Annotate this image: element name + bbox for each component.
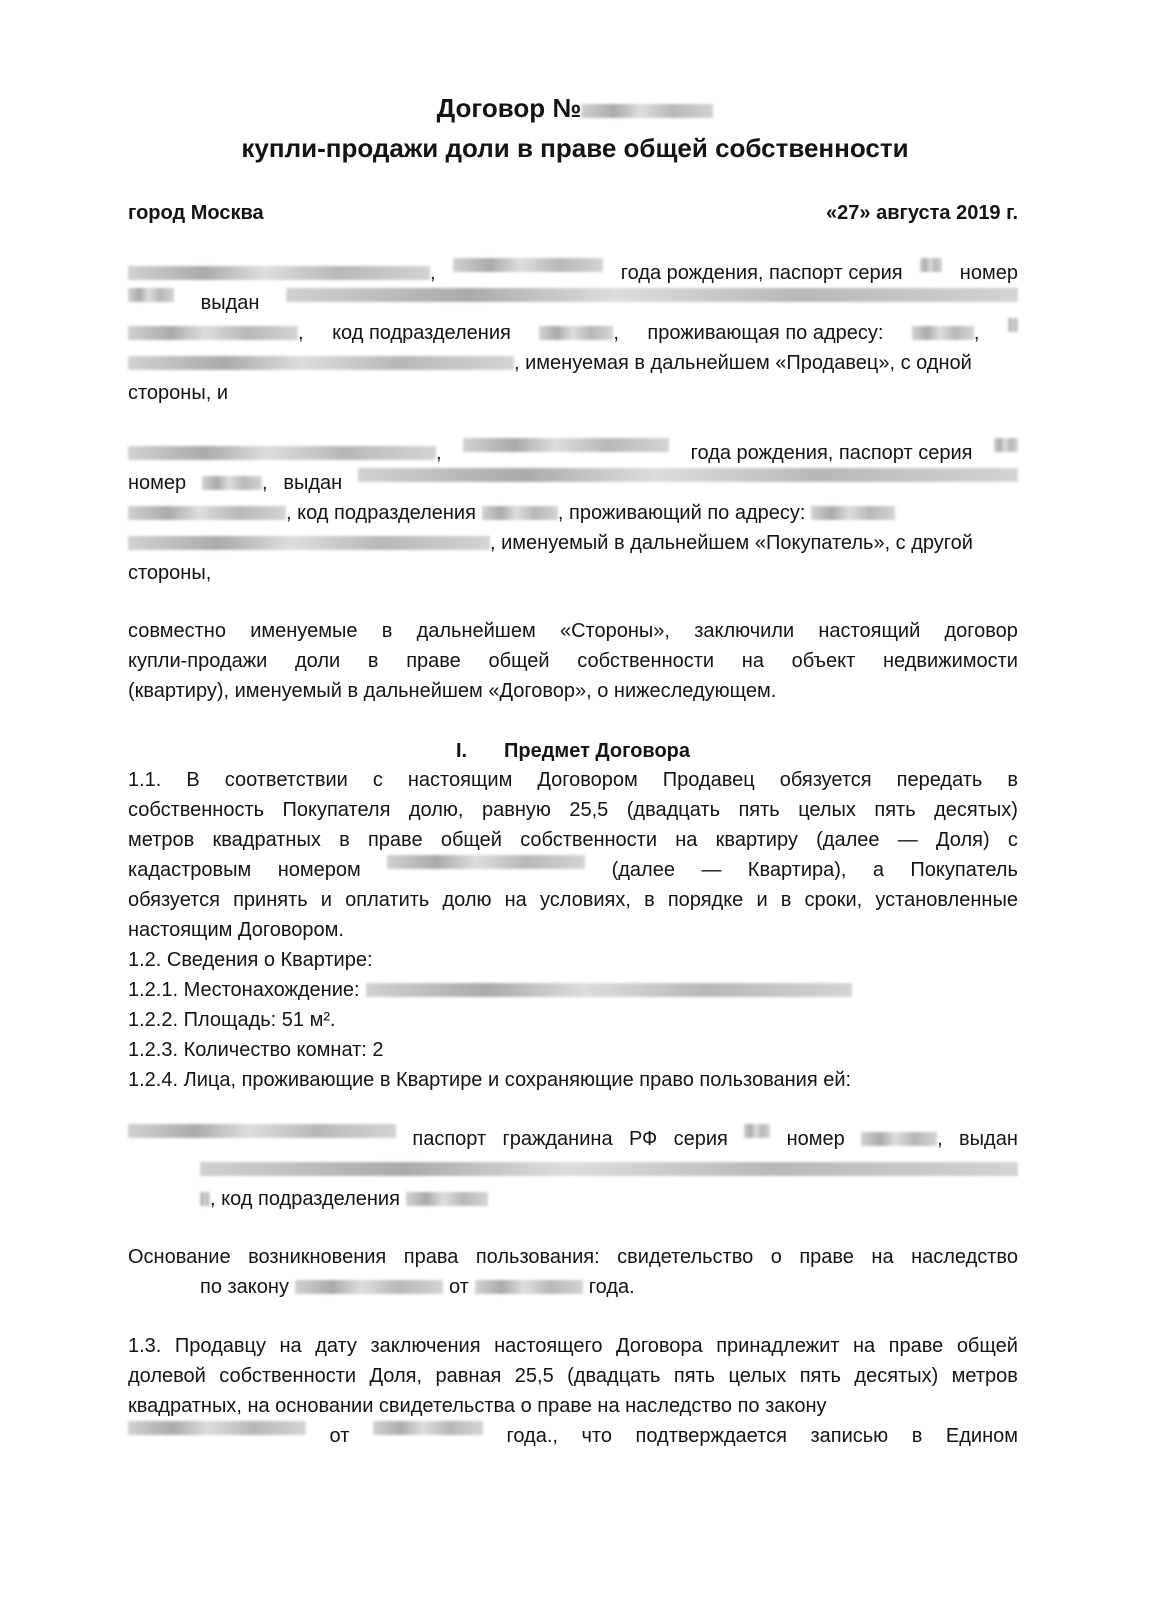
text-fragment: года. bbox=[588, 1276, 635, 1298]
seller-line-3: , код подразделения , проживающая по адресу: , bbox=[128, 318, 1018, 348]
word: настоящий bbox=[818, 620, 921, 642]
seller-issued-text: выдан bbox=[200, 292, 260, 314]
word: оплатить bbox=[345, 889, 430, 911]
redacted-certificate-number bbox=[295, 1280, 443, 1294]
redacted-cadastral-number bbox=[387, 855, 585, 869]
contract-date: «27» августа 2019 г. bbox=[826, 202, 1018, 224]
word: — bbox=[897, 829, 918, 851]
word: соответствии bbox=[224, 769, 348, 791]
word: метров bbox=[951, 1365, 1018, 1387]
redacted-certificate-date bbox=[373, 1421, 483, 1435]
redacted-name bbox=[128, 266, 430, 280]
seller-line-2 bbox=[128, 288, 1018, 318]
word: Едином bbox=[945, 1425, 1018, 1447]
word: обязуется bbox=[779, 769, 872, 791]
word: гражданина bbox=[502, 1128, 613, 1150]
word: собственность bbox=[128, 799, 265, 821]
word: праве bbox=[888, 1335, 944, 1357]
word: — bbox=[701, 859, 722, 881]
word: 25,5 bbox=[514, 1365, 554, 1387]
clause-1-1-line-2 bbox=[128, 795, 1018, 825]
seller-dept-text: код подразделения bbox=[332, 322, 511, 344]
word: праве bbox=[406, 650, 461, 672]
clause-1-2-2: 1.2.2. Площадь: 51 м². bbox=[128, 1009, 336, 1031]
word: на bbox=[504, 889, 527, 911]
word: от bbox=[329, 1425, 350, 1447]
basis-line-2 bbox=[200, 1272, 1018, 1302]
redacted-passport-series bbox=[920, 258, 942, 272]
word: Продавец bbox=[662, 769, 755, 791]
resident-line-1: паспорт гражданина РФ серия номер , выдан bbox=[128, 1124, 1018, 1154]
buyer-issued-text: выдан bbox=[283, 472, 343, 494]
redacted-name bbox=[128, 446, 436, 460]
resident-line-2 bbox=[200, 1154, 1018, 1184]
word: в bbox=[644, 889, 655, 911]
word: пять bbox=[738, 799, 780, 821]
clause-1-1-line-6: настоящим Договором. bbox=[128, 919, 344, 941]
word: квадратных bbox=[212, 829, 321, 851]
word: праве bbox=[799, 1246, 854, 1268]
word: дату bbox=[315, 1335, 357, 1357]
redacted-issuer bbox=[358, 468, 1018, 482]
clause-1-1-line-5 bbox=[128, 885, 1018, 915]
word: Доля) bbox=[935, 829, 990, 851]
word: свидетельство bbox=[617, 1246, 754, 1268]
word: общей bbox=[440, 829, 502, 851]
word: целых bbox=[798, 799, 856, 821]
contract-title bbox=[0, 92, 1150, 124]
word: пользования: bbox=[475, 1246, 600, 1268]
word: общей bbox=[956, 1335, 1018, 1357]
word: доли bbox=[294, 650, 341, 672]
word: на bbox=[675, 829, 698, 851]
word: пять bbox=[874, 799, 916, 821]
clause-1-1-line-4 bbox=[128, 855, 1018, 885]
word: Основание bbox=[128, 1246, 231, 1268]
buyer-line-3: , код подразделения , проживающий по адресу: bbox=[128, 498, 1018, 528]
word: РФ bbox=[628, 1128, 658, 1150]
buyer-number-text: номер bbox=[128, 472, 187, 494]
word: на bbox=[741, 650, 764, 672]
clause-1-2-3: 1.2.3. Количество комнат: 2 bbox=[128, 1039, 384, 1061]
word: пять bbox=[799, 1365, 841, 1387]
word: Договором bbox=[537, 769, 638, 791]
word: объект bbox=[791, 650, 856, 672]
word: 1.3. bbox=[128, 1335, 162, 1357]
word: в bbox=[339, 829, 350, 851]
buyer-line-5: стороны, bbox=[128, 562, 212, 584]
city: город Москва bbox=[128, 202, 264, 224]
word: года., bbox=[506, 1425, 558, 1447]
section-title: Предмет Договора bbox=[504, 740, 690, 762]
word: договор bbox=[944, 620, 1018, 642]
word: (двадцать bbox=[626, 799, 720, 821]
word: обязуется bbox=[128, 889, 220, 911]
word: Квартира), bbox=[747, 859, 847, 881]
seller-birth-text: года рождения, паспорт серия bbox=[620, 262, 903, 284]
word: условиях, bbox=[539, 889, 631, 911]
word: целых bbox=[728, 1365, 787, 1387]
parties-line-2 bbox=[128, 646, 1018, 676]
word: в bbox=[381, 620, 393, 642]
clause-1-2: 1.2. Сведения о Квартире: bbox=[128, 949, 373, 971]
seller-line-1: , года рождения, паспорт серия номер bbox=[128, 258, 1018, 288]
clause-1-3-line-3: квадратных, на основании свидетельства о праве на наследство по закону bbox=[128, 1395, 827, 1417]
buyer-residing-text: проживающий по адресу: bbox=[569, 502, 806, 524]
word: именуемые bbox=[250, 620, 358, 642]
word: купли-продажи bbox=[128, 650, 268, 672]
word: с bbox=[1007, 829, 1018, 851]
redacted-passport-number bbox=[861, 1132, 937, 1146]
word: Покупателя bbox=[282, 799, 391, 821]
redacted-passport-series bbox=[744, 1124, 770, 1138]
word: на bbox=[279, 1335, 302, 1357]
word: долю bbox=[442, 889, 492, 911]
word: недвижимости bbox=[883, 650, 1018, 672]
redacted-certificate-number bbox=[128, 1421, 306, 1435]
word: Доля, bbox=[369, 1365, 423, 1387]
buyer-named-text: именуемый в дальнейшем «Покупатель», с другой bbox=[501, 532, 973, 554]
word: принять bbox=[233, 889, 308, 911]
word: Продавцу bbox=[174, 1335, 266, 1357]
redacted-birthdate bbox=[463, 438, 669, 452]
word: и bbox=[756, 889, 768, 911]
word: квартиру bbox=[715, 829, 798, 851]
seller-named-text: именуемая в дальнейшем «Продавец», с одной bbox=[525, 352, 972, 374]
word: долю, bbox=[408, 799, 464, 821]
word: номер bbox=[786, 1128, 845, 1150]
basis-line-1 bbox=[128, 1242, 1018, 1272]
word: совместно bbox=[128, 620, 226, 642]
buyer-line-2: номер , выдан bbox=[128, 468, 1018, 498]
text-fragment: код подразделения bbox=[221, 1188, 400, 1210]
parties-line-1 bbox=[128, 616, 1018, 646]
section-numeral: I. bbox=[456, 740, 468, 762]
word: номером bbox=[277, 859, 361, 881]
redacted-issue-date bbox=[128, 326, 298, 340]
word: паспорт bbox=[412, 1128, 487, 1150]
redacted-passport-series bbox=[994, 438, 1018, 452]
word: «Стороны», bbox=[559, 620, 670, 642]
redacted-passport-number bbox=[128, 288, 174, 302]
word: 1.1. bbox=[128, 769, 162, 791]
word: 25,5 bbox=[569, 799, 609, 821]
word: на bbox=[871, 1246, 894, 1268]
word: (далее bbox=[816, 829, 880, 851]
word: принадлежит bbox=[716, 1335, 840, 1357]
seller-line-4: , именуемая в дальнейшем «Продавец», с одной bbox=[128, 348, 1018, 378]
word: собственности bbox=[520, 829, 657, 851]
redacted-location bbox=[366, 983, 852, 997]
buyer-birth-text: года рождения, паспорт серия bbox=[690, 442, 973, 464]
seller-residing-text: проживающая по адресу: bbox=[647, 322, 884, 344]
redacted-contract-number bbox=[581, 104, 713, 118]
word: настоящим bbox=[407, 769, 513, 791]
section-heading bbox=[128, 736, 1018, 766]
word: что bbox=[581, 1425, 612, 1447]
word: (далее bbox=[611, 859, 675, 881]
word: подтверждается bbox=[635, 1425, 787, 1447]
word: дальнейшем bbox=[416, 620, 536, 642]
text-fragment: от bbox=[448, 1276, 469, 1298]
word: В bbox=[186, 769, 200, 791]
word: Покупатель bbox=[910, 859, 1018, 881]
redacted-dept-code bbox=[406, 1192, 488, 1206]
clause-1-1-line-3 bbox=[128, 825, 1018, 855]
word: равную bbox=[481, 799, 551, 821]
word: установленные bbox=[875, 889, 1018, 911]
word: заключили bbox=[694, 620, 795, 642]
clause-1-3-line-2 bbox=[128, 1361, 1018, 1391]
word: собственности bbox=[219, 1365, 357, 1387]
word: десятых) bbox=[934, 799, 1018, 821]
word: в bbox=[780, 889, 792, 911]
clause-1-3-line-4 bbox=[128, 1421, 1018, 1451]
seller-number-text: номер bbox=[959, 262, 1018, 284]
word: заключения bbox=[370, 1335, 481, 1357]
word: (двадцать bbox=[567, 1365, 661, 1387]
word: настоящего bbox=[494, 1335, 603, 1357]
buyer-dept-text: код подразделения bbox=[297, 502, 476, 524]
redacted-address bbox=[128, 356, 514, 370]
text-fragment: по закону bbox=[200, 1276, 289, 1298]
redacted-address-start bbox=[912, 326, 974, 340]
resident-line-3: , код подразделения bbox=[200, 1184, 1018, 1214]
word: десятых) bbox=[854, 1365, 939, 1387]
buyer-line-1: , года рождения, паспорт серия bbox=[128, 438, 1018, 468]
place-date-line bbox=[128, 198, 1018, 228]
word: пять bbox=[673, 1365, 716, 1387]
contract-title-text: Договор № bbox=[436, 93, 582, 123]
word: сроки, bbox=[804, 889, 863, 911]
redacted-address-fragment bbox=[1008, 318, 1018, 332]
redacted-address bbox=[128, 536, 490, 550]
clause-1-2-4: 1.2.4. Лица, проживающие в Квартире и сохраняющие право пользования ей: bbox=[128, 1069, 852, 1091]
word: записью bbox=[810, 1425, 889, 1447]
word: собственности bbox=[577, 650, 715, 672]
word: долевой bbox=[128, 1365, 206, 1387]
word: Договора bbox=[616, 1335, 703, 1357]
word: возникновения bbox=[248, 1246, 387, 1268]
word: и bbox=[320, 889, 332, 911]
clause-1-3-line-1 bbox=[128, 1331, 1018, 1361]
word: передать bbox=[896, 769, 983, 791]
word: метров bbox=[128, 829, 195, 851]
buyer-line-4: , именуемый в дальнейшем «Покупатель», с другой bbox=[128, 528, 1018, 558]
redacted-issuer bbox=[200, 1162, 1018, 1176]
text-fragment: 1.2.1. Местонахождение: bbox=[128, 979, 360, 1001]
word: в bbox=[367, 650, 379, 672]
word: порядке bbox=[667, 889, 744, 911]
redacted-issue-date bbox=[200, 1192, 210, 1206]
word: наследство bbox=[911, 1246, 1018, 1268]
word: равная bbox=[435, 1365, 502, 1387]
clause-1-2-1 bbox=[128, 975, 1018, 1005]
redacted-birthdate bbox=[453, 258, 603, 272]
word: в bbox=[1007, 769, 1018, 791]
redacted-passport-number bbox=[202, 476, 262, 490]
seller-line-5: стороны, и bbox=[128, 382, 229, 404]
redacted-dept-code bbox=[482, 506, 558, 520]
word: праве bbox=[367, 829, 423, 851]
redacted-address-start bbox=[811, 506, 895, 520]
word: на bbox=[852, 1335, 876, 1357]
word: права bbox=[403, 1246, 459, 1268]
clause-1-1-line-1 bbox=[128, 765, 1018, 795]
word: а bbox=[872, 859, 884, 881]
word: общей bbox=[488, 650, 550, 672]
redacted-dept-code bbox=[539, 326, 613, 340]
word: с bbox=[372, 769, 383, 791]
parties-line-3: (квартиру), именуемый в дальнейшем «Договор», о нижеследующем. bbox=[128, 680, 777, 702]
word: кадастровым bbox=[128, 859, 252, 881]
redacted-issuer bbox=[286, 288, 1018, 302]
redacted-certificate-date bbox=[475, 1280, 583, 1294]
redacted-resident-name bbox=[128, 1124, 396, 1138]
redacted-issue-date bbox=[128, 506, 286, 520]
word: о bbox=[770, 1246, 782, 1268]
contract-subtitle: купли-продажи доли в праве общей собственности bbox=[241, 133, 909, 163]
word: серия bbox=[673, 1128, 728, 1150]
word: выдан bbox=[959, 1128, 1018, 1150]
word: в bbox=[911, 1425, 923, 1447]
